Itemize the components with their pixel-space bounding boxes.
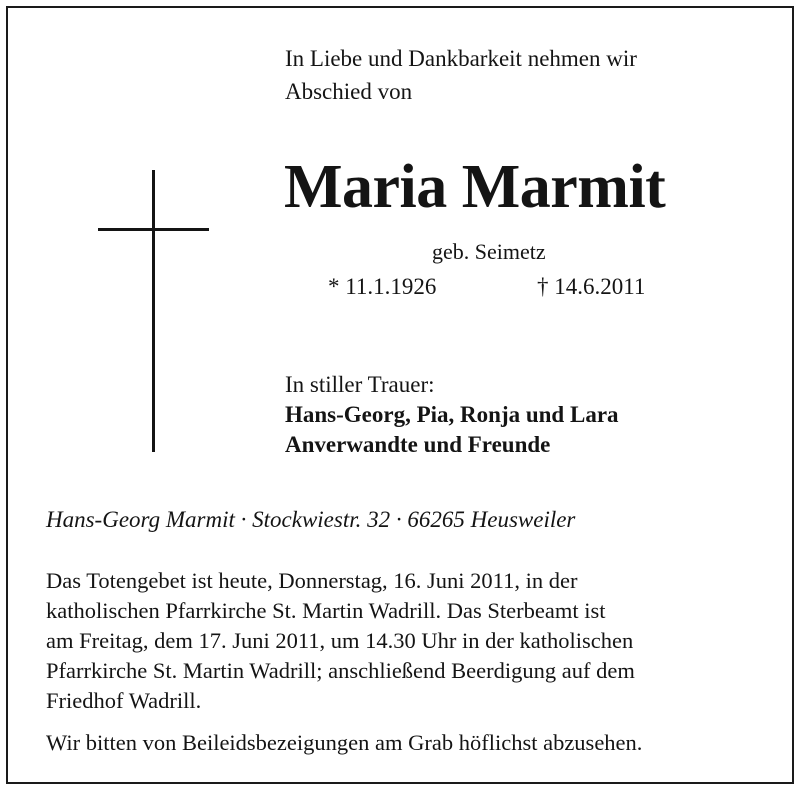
birth-date: * 11.1.1926 xyxy=(328,274,437,299)
notice-line-4: Pfarrkirche St. Martin Wadrill; anschließend Beerdigung auf dem xyxy=(46,658,635,683)
intro-line-1: In Liebe und Dankbarkeit nehmen wir xyxy=(285,46,637,71)
funeral-notice xyxy=(46,566,766,716)
maiden-name: geb. Seimetz xyxy=(432,239,546,264)
mourners-family: Hans-Georg, Pia, Ronja und Lara xyxy=(285,402,619,427)
cross-icon-beam xyxy=(98,228,209,231)
death-date: † 14.6.2011 xyxy=(537,274,646,299)
closing-request: Wir bitten von Beileidsbezeigungen am Grab höflichst abzusehen. xyxy=(46,730,643,755)
notice-line-2: katholischen Pfarrkirche St. Martin Wadrill. Das Sterbeamt ist xyxy=(46,598,606,623)
deceased-name: Maria Marmit xyxy=(284,153,666,221)
cross-icon xyxy=(152,170,155,452)
mourners-others: Anverwandte und Freunde xyxy=(285,432,551,457)
family-address: Hans-Georg Marmit · Stockwiestr. 32 · 66265 Heusweiler xyxy=(46,507,576,532)
intro-text xyxy=(285,42,637,108)
notice-line-3: am Freitag, dem 17. Juni 2011, um 14.30 Uhr in der katholischen xyxy=(46,628,634,653)
notice-line-1: Das Totengebet ist heute, Donnerstag, 16. Juni 2011, in der xyxy=(46,568,578,593)
notice-line-5: Friedhof Wadrill. xyxy=(46,688,202,713)
mourners-heading: In stiller Trauer: xyxy=(285,372,435,397)
intro-line-2: Abschied von xyxy=(285,79,413,104)
mourners-block xyxy=(285,370,619,460)
